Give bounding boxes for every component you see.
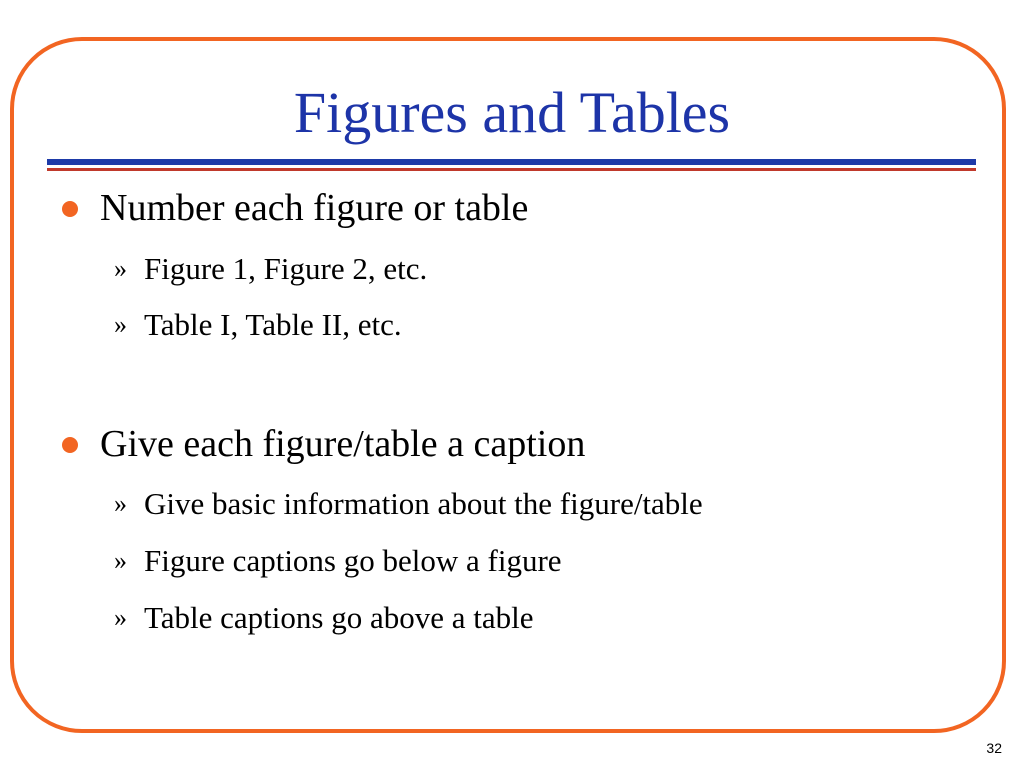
chevron-marker-icon: » [114, 254, 127, 283]
sub-bullet-item [114, 600, 533, 636]
chevron-marker-icon: » [114, 489, 127, 518]
sub-bullet-text: Table I, Table II, etc. [144, 307, 402, 342]
title-divider-primary [47, 159, 976, 165]
sub-bullet-item [114, 486, 703, 522]
sub-bullet-text: Figure 1, Figure 2, etc. [144, 251, 428, 286]
sub-bullet-text: Figure captions go below a figure [144, 543, 562, 578]
bullet-text: Give each figure/table a caption [100, 423, 586, 465]
title-divider-secondary [47, 168, 976, 171]
page-number: 32 [986, 740, 1002, 756]
slide-title: Figures and Tables [293, 80, 731, 145]
sub-bullet-text: Table captions go above a table [144, 600, 534, 635]
sub-bullet-text: Give basic information about the figure/table [144, 486, 703, 521]
sub-bullet-item [114, 251, 427, 287]
chevron-marker-icon: » [114, 546, 127, 575]
bullet-text: Number each figure or table [100, 187, 529, 229]
bullet-dot-icon [62, 201, 78, 217]
chevron-marker-icon: » [114, 603, 127, 632]
chevron-marker-icon: » [114, 310, 127, 339]
sub-bullet-item [114, 307, 402, 343]
sub-bullet-item [114, 543, 562, 579]
bullet-dot-icon [62, 437, 78, 453]
